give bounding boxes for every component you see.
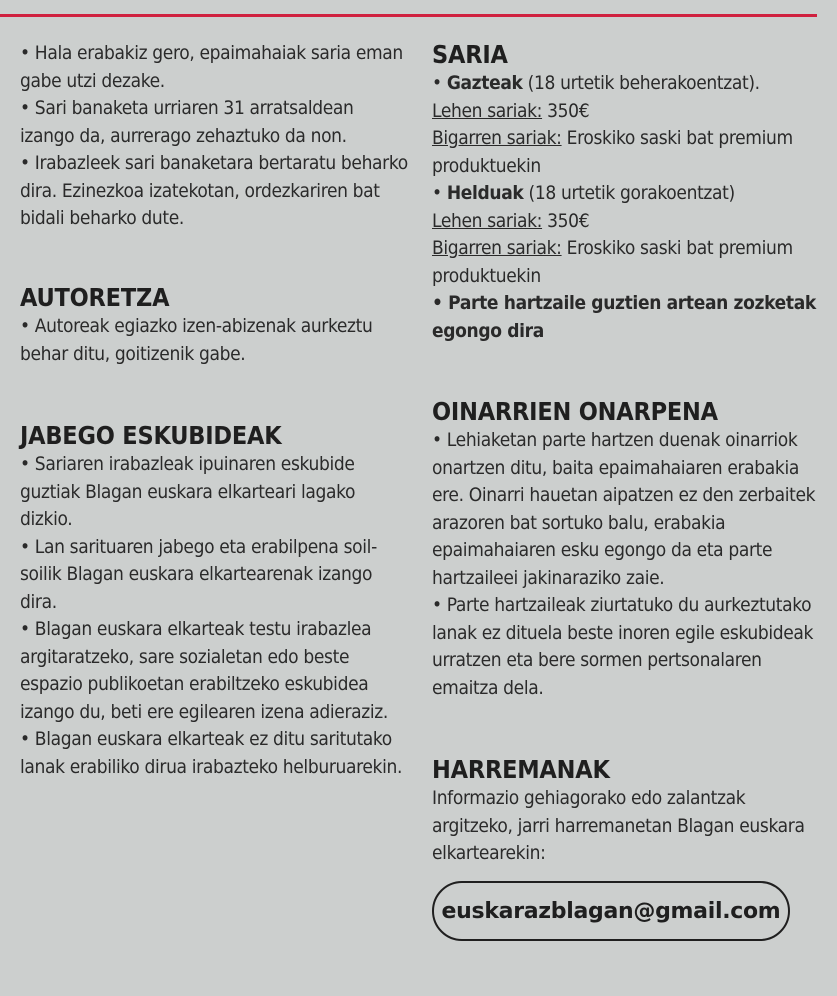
first-prize-label: Lehen sariak:: [432, 99, 543, 122]
autoretza-item: • Autoreak egiazko izen-abizenak aurkeztu behar ditu, goitizenik gabe.: [20, 315, 373, 365]
harremanak-text: Informazio gehiagorako edo zalantzak argitzeko, jarri harremanetan Blagan euskara elkartearekin:: [432, 787, 805, 864]
helduak-note: (18 urtetik gorakoentzat): [528, 182, 735, 204]
bullet: •: [432, 72, 442, 94]
gazteak-note: (18 urtetik beherakoentzat).: [527, 72, 760, 94]
intro-section: [20, 40, 412, 233]
oinarrien-heading: OINARRIEN ONARPENA: [432, 397, 718, 426]
helduak-label: Helduak: [446, 182, 524, 204]
harremanak-heading: HARREMANAK: [432, 755, 610, 784]
oinarrien-item: • Parte hartzaileak ziurtatuko du aurkeztutako lanak ez dituela beste inoren egile eskubideak urratzen eta bere sormen pertsonalaren emaitza dela.: [432, 594, 814, 699]
helduak-second-prize: [432, 235, 827, 290]
autoretza-heading: AUTORETZA: [20, 283, 170, 312]
first-prize-label: Lehen sariak:: [432, 209, 543, 232]
email-button[interactable]: euskarazblagan@gmail.com: [432, 881, 790, 941]
gazteak-line: [432, 70, 827, 98]
oinarrien-item: • Lehiaketan parte hartzen duenak oinarriok onartzen ditu, baita epaimahaiaren erabakia ere. Oinarri hauetan aipatzen ez den zerbaitek arazoren bat sortuko balu, erabakia epaimahaiaren esku egongo da eta parte hartzaileei jakinaraziko zaie.: [432, 429, 816, 589]
intro-item: • Irabazleek sari banaketara bertaratu beharko dira. Ezinezkoa izatekotan, ordezkariren bat bidali beharko dute.: [20, 152, 408, 229]
saria-heading: SARIA: [432, 40, 508, 69]
helduak-first-prize: [432, 208, 827, 236]
gazteak-first-prize: [432, 98, 827, 126]
second-prize-value: Eroskiko saski bat premium produktuekin: [432, 127, 793, 177]
jabego-item: • Lan sarituaren jabego eta erabilpena soil-soilik Blagan euskara elkartearenak izango dira.: [20, 535, 377, 613]
helduak-line: [432, 180, 827, 208]
zozketa-line: • Parte hartzaile guztien artean zozketak egongo dira: [432, 292, 816, 342]
intro-item: • Hala erabakiz gero, epaimahaiak saria eman gabe utzi dezake.: [20, 42, 403, 92]
gazteak-label: Gazteak: [446, 72, 523, 94]
intro-item: • Sari banaketa urriaren 31 arratsaldean izango da, aurrerago zehaztuko da non.: [20, 97, 354, 147]
oinarrien-section: [432, 397, 827, 702]
jabego-item: • Blagan euskara elkarteak ez ditu saritutako lanak erabiliko dirua irabazteko helburuarekin.: [20, 728, 403, 778]
harremanak-section: [432, 755, 827, 868]
first-prize-value: 350€: [547, 99, 590, 122]
saria-section: [432, 40, 827, 345]
bullet: •: [432, 182, 442, 204]
autoretza-section: [20, 283, 412, 368]
first-prize-value: 350€: [547, 209, 590, 232]
gazteak-second-prize: [432, 125, 827, 180]
jabego-section: [20, 421, 412, 781]
jabego-heading: JABEGO ESKUBIDEAK: [20, 421, 282, 450]
top-accent-rule: [0, 14, 817, 17]
second-prize-label: Bigarren sariak:: [432, 127, 562, 149]
jabego-item: • Blagan euskara elkarteak testu irabazlea argitaratzeko, sare sozialetan edo beste espazio publikoetan erabiltzeko eskubidea izango du, beti ere egilearen izena adieraziz.: [20, 618, 388, 723]
second-prize-value: Eroskiko saski bat premium produktuekin: [432, 237, 793, 287]
jabego-item: • Sariaren irabazleak ipuinaren eskubide guztiak Blagan euskara elkarteari lagako dizkio.: [20, 453, 356, 530]
second-prize-label: Bigarren sariak:: [432, 237, 562, 259]
